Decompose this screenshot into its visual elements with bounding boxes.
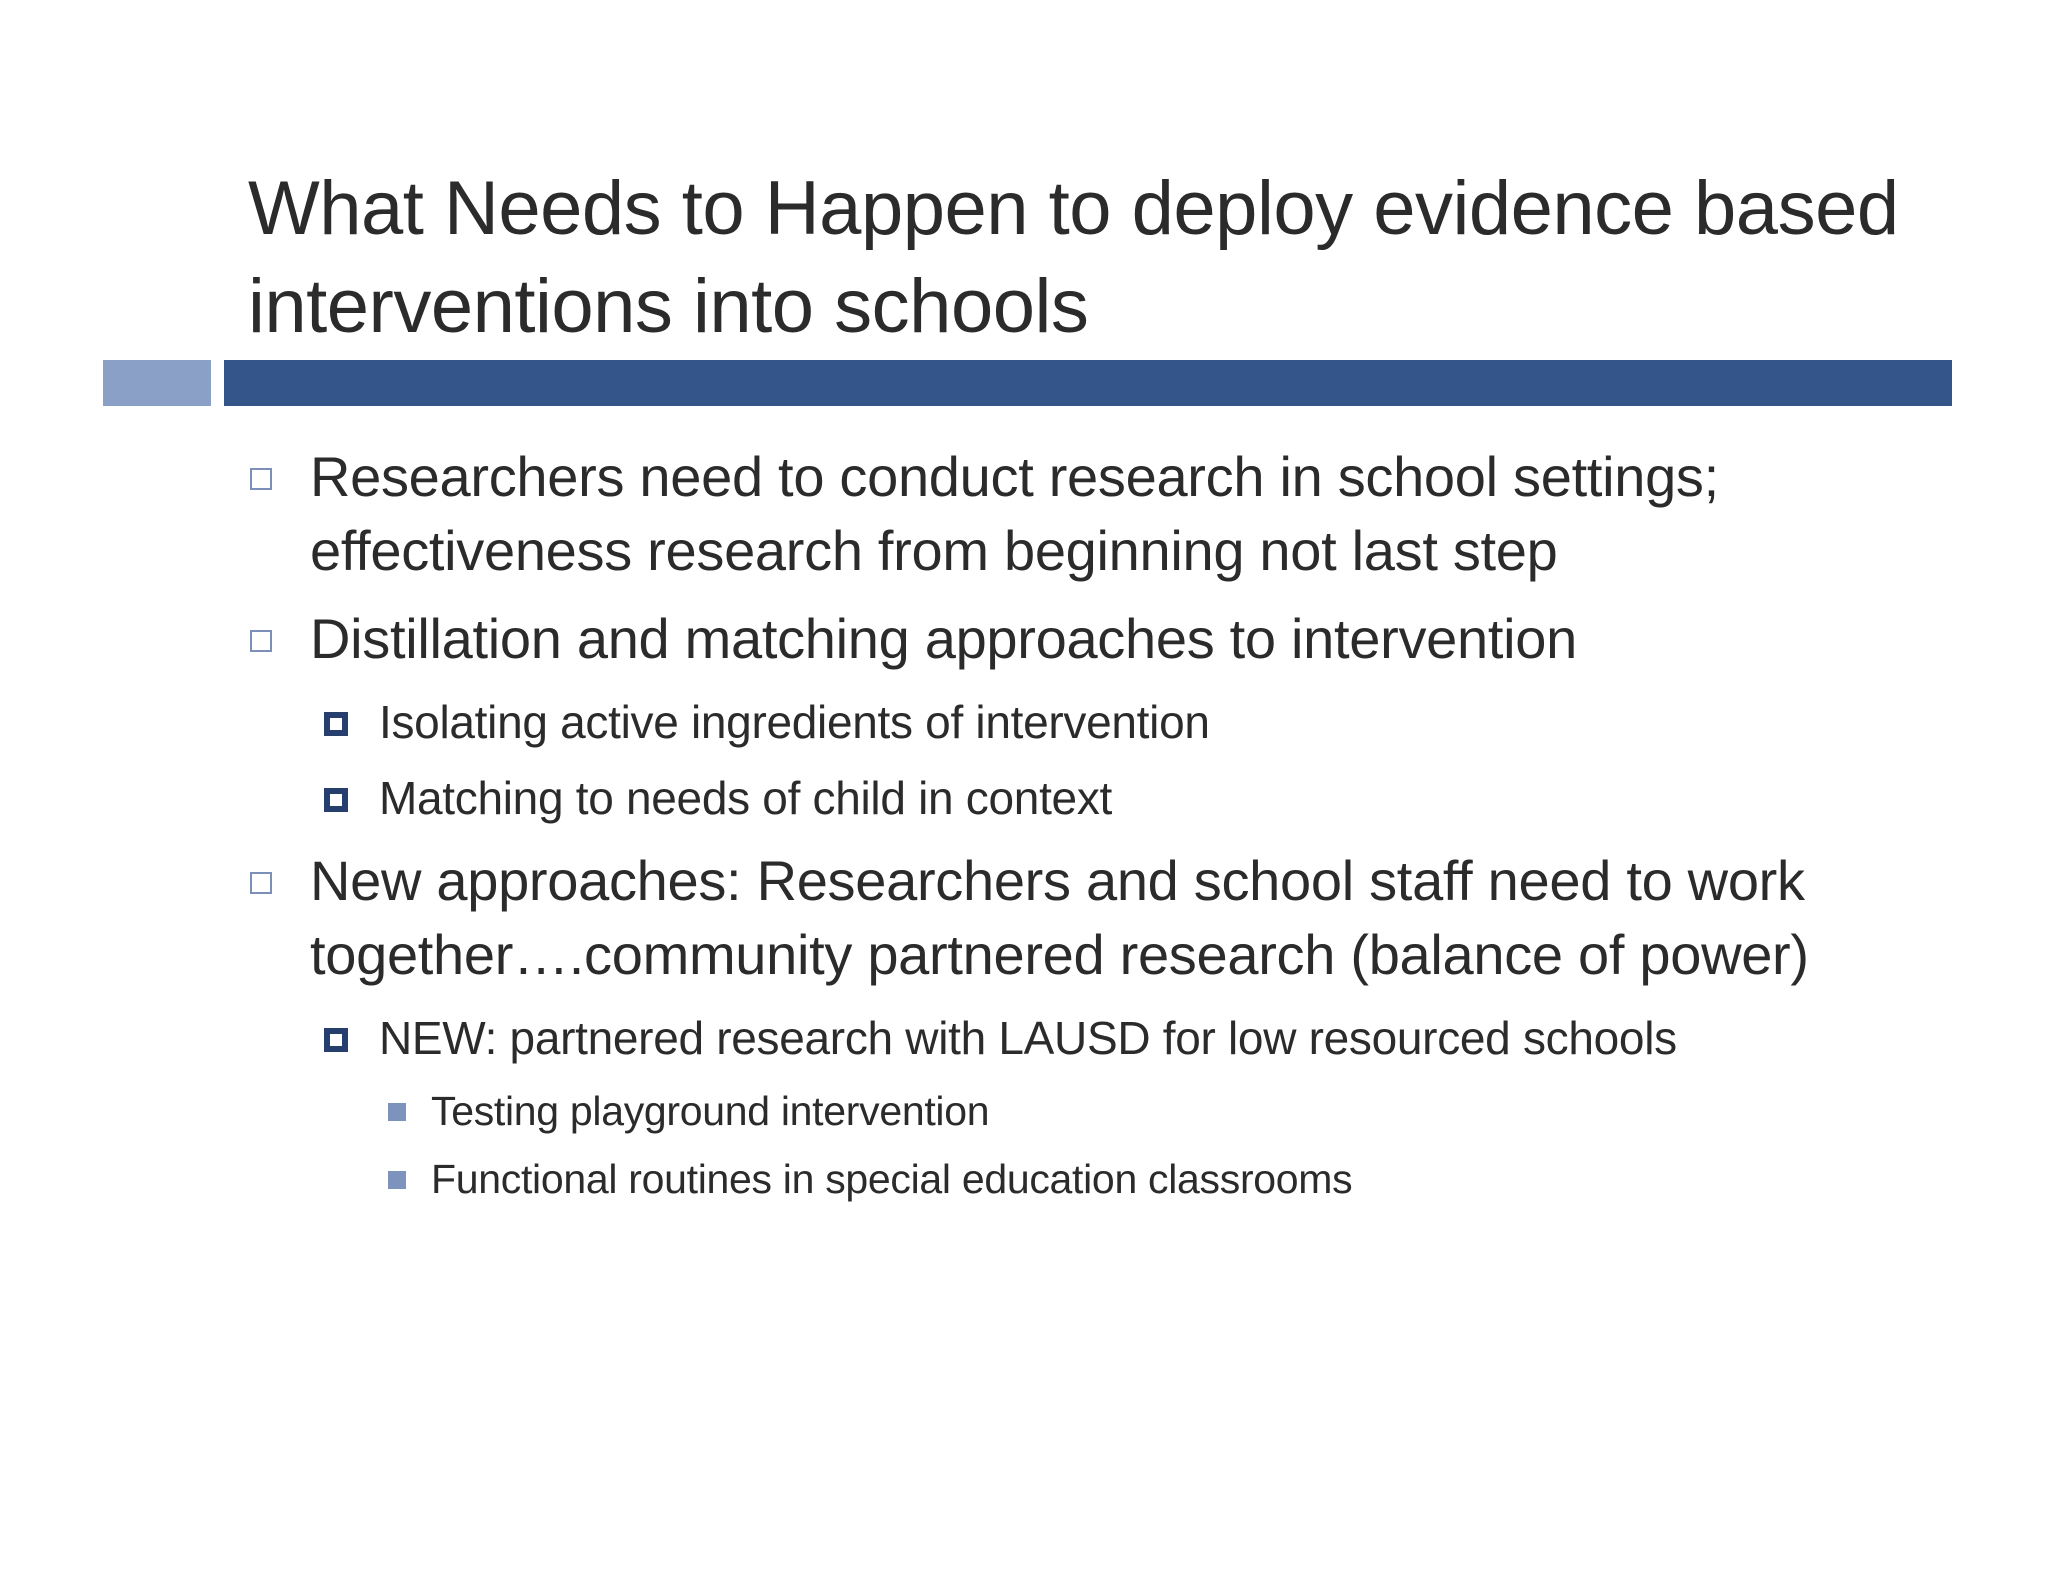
slide-title: What Needs to Happen to deploy evidence based interventions into schools: [248, 166, 1899, 349]
framed-square-bullet-icon: [324, 788, 348, 812]
hollow-square-bullet-icon: [250, 872, 272, 894]
framed-square-bullet-icon: [324, 1028, 348, 1052]
bullet-item: [248, 602, 1948, 676]
bullet-list: [248, 440, 1948, 1218]
filled-square-bullet-icon: [388, 1103, 406, 1121]
sub-bullet-text: NEW: partnered research with LAUSD for low resourced schools: [379, 1012, 1677, 1064]
accent-bar-dark: [224, 360, 1952, 406]
sub-sub-bullet-item: [388, 1150, 1948, 1208]
framed-square-bullet-icon: [324, 712, 348, 736]
sub-sub-bullet-item: [388, 1082, 1948, 1140]
bullet-item: [248, 844, 1948, 992]
bullet-text: New approaches: Researchers and school staff need to work together….community partnered research (balance of power): [310, 849, 1809, 986]
filled-square-bullet-icon: [388, 1171, 406, 1189]
sub-bullet-text: Matching to needs of child in context: [379, 772, 1113, 824]
accent-bar-light: [103, 360, 211, 406]
sub-sub-bullet-text: Testing playground intervention: [431, 1088, 990, 1134]
bullet-text: Researchers need to conduct research in school settings; effectiveness research from beginning not last step: [310, 445, 1719, 582]
sub-sub-bullet-text: Functional routines in special education classrooms: [431, 1156, 1353, 1202]
sub-bullet-text: Isolating active ingredients of intervention: [379, 696, 1210, 748]
hollow-square-bullet-icon: [250, 630, 272, 652]
bullet-item: [248, 440, 1948, 588]
sub-bullet-item: [324, 766, 1948, 830]
hollow-square-bullet-icon: [250, 468, 272, 490]
sub-bullet-item: [324, 1006, 1948, 1070]
bullet-text: Distillation and matching approaches to intervention: [310, 607, 1577, 670]
sub-bullet-item: [324, 690, 1948, 754]
